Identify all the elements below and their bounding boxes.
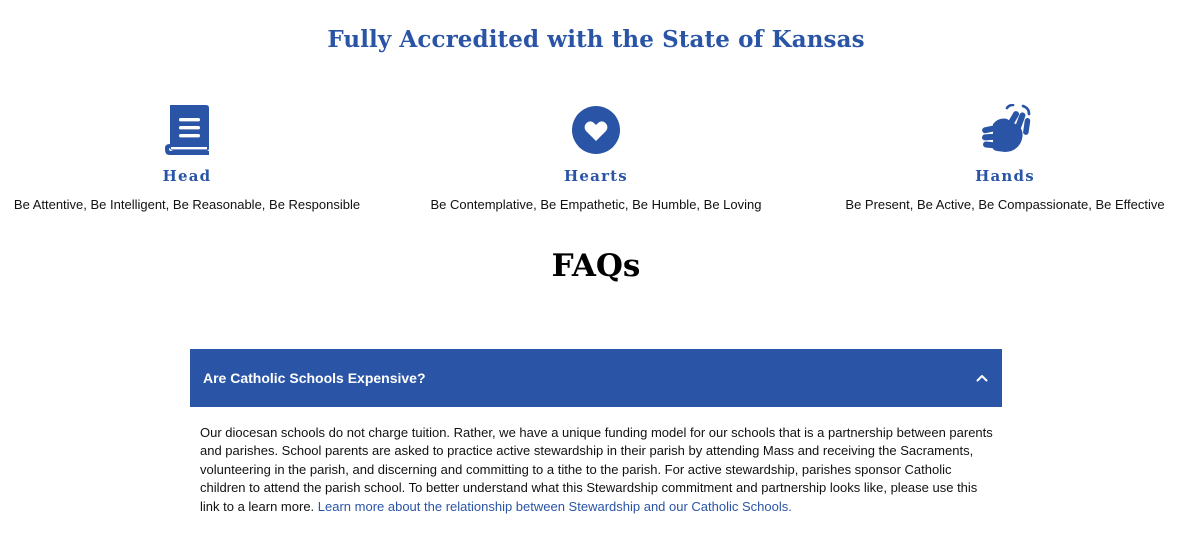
pillar-hands (830, 104, 1180, 214)
pillar-name: Hands (975, 167, 1035, 185)
chevron-up-icon[interactable] (975, 371, 989, 385)
faq-accordion-toggle[interactable] (190, 349, 1002, 407)
pillar-name: Hearts (564, 167, 628, 185)
pillar-head (12, 104, 362, 214)
faq-answer (200, 424, 995, 516)
stewardship-learn-more-link[interactable]: Learn more about the relationship between Stewardship and our Catholic Schools. (317, 498, 792, 514)
faq-question: Are Catholic Schools Expensive? (203, 370, 426, 386)
pillar-name: Head (162, 167, 212, 185)
heart-icon (421, 104, 771, 156)
pillar-description: Be Contemplative, Be Empathetic, Be Humble, Be Loving (430, 197, 762, 212)
hands-icon (830, 104, 1180, 156)
faqs-heading: FAQs (551, 248, 641, 284)
book-icon (12, 104, 362, 156)
faq-answer-text: Our diocesan schools do not charge tuition. Rather, we have a unique funding model for our schools that is a partnership between parents and parishes. School parents are asked to practice active stewardship in their parish by attending Mass and receiving the Sacraments, volunteering in the parish, and discerning and committing to a tithe to the parish. For active stewardship, parishes sponsor Catholic children to attend the parish school. To better understand what this Stewardship commitment and partnership looks like, please use this link to a learn more. (200, 425, 993, 514)
pillar-description: Be Present, Be Active, Be Compassionate, Be Effective (845, 197, 1165, 212)
accreditation-heading: Fully Accredited with the State of Kansas (327, 26, 865, 53)
pillar-hearts (421, 104, 771, 214)
pillar-description: Be Attentive, Be Intelligent, Be Reasonable, Be Responsible (13, 197, 361, 212)
